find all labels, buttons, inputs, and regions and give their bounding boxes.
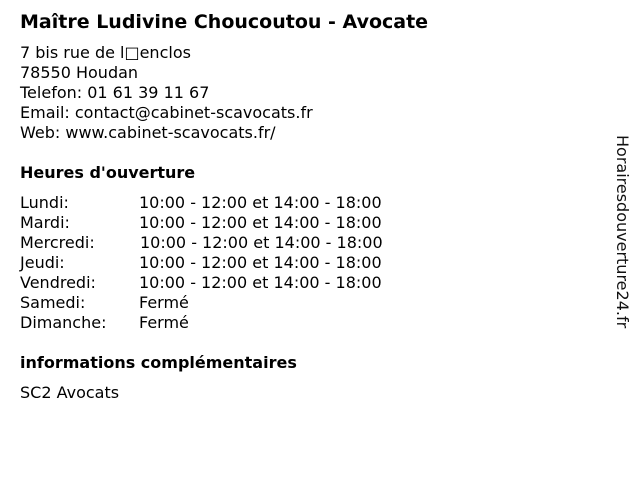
hours-heading: Heures d'ouverture — [20, 163, 196, 182]
city-address: 78550 Houdan — [20, 63, 139, 82]
time-value: Fermé — [139, 313, 189, 332]
day-label: Lundi: — [20, 193, 69, 212]
email-address: Email: contact@cabinet-scavocats.fr — [20, 103, 313, 122]
day-label: Vendredi: — [20, 273, 96, 292]
time-value: 10:00 - 12:00 et 14:00 - 18:00 — [139, 213, 382, 232]
street-address: 7 bis rue de l□enclos — [20, 43, 191, 62]
watermark — [610, 135, 636, 375]
time-value: 10:00 - 12:00 et 14:00 - 18:00 — [139, 273, 382, 292]
time-value: 10:00 - 12:00 et 14:00 - 18:00 — [139, 193, 382, 212]
time-value: 10:00 - 12:00 et 14:00 - 18:00 — [139, 253, 382, 272]
day-label: Jeudi: — [20, 253, 65, 272]
day-label: Samedi: — [20, 293, 86, 312]
phone-number: Telefon: 01 61 39 11 67 — [20, 83, 210, 102]
info-text: SC2 Avocats — [20, 383, 120, 402]
time-value: Fermé — [139, 293, 189, 312]
time-value: 10:00 - 12:00 et 14:00 - 18:00 — [140, 233, 383, 252]
address-block — [20, 43, 313, 143]
day-label: Mardi: — [20, 213, 70, 232]
day-label: Mercredi: — [20, 233, 95, 252]
website: Web: www.cabinet-scavocats.fr/ — [20, 123, 276, 142]
page-title: Maître Ludivine Choucoutou - Avocate — [20, 11, 429, 33]
day-label: Dimanche: — [20, 313, 107, 332]
info-heading: informations complémentaires — [20, 353, 297, 372]
watermark-text: Horairesdouverture24.fr — [613, 135, 632, 329]
